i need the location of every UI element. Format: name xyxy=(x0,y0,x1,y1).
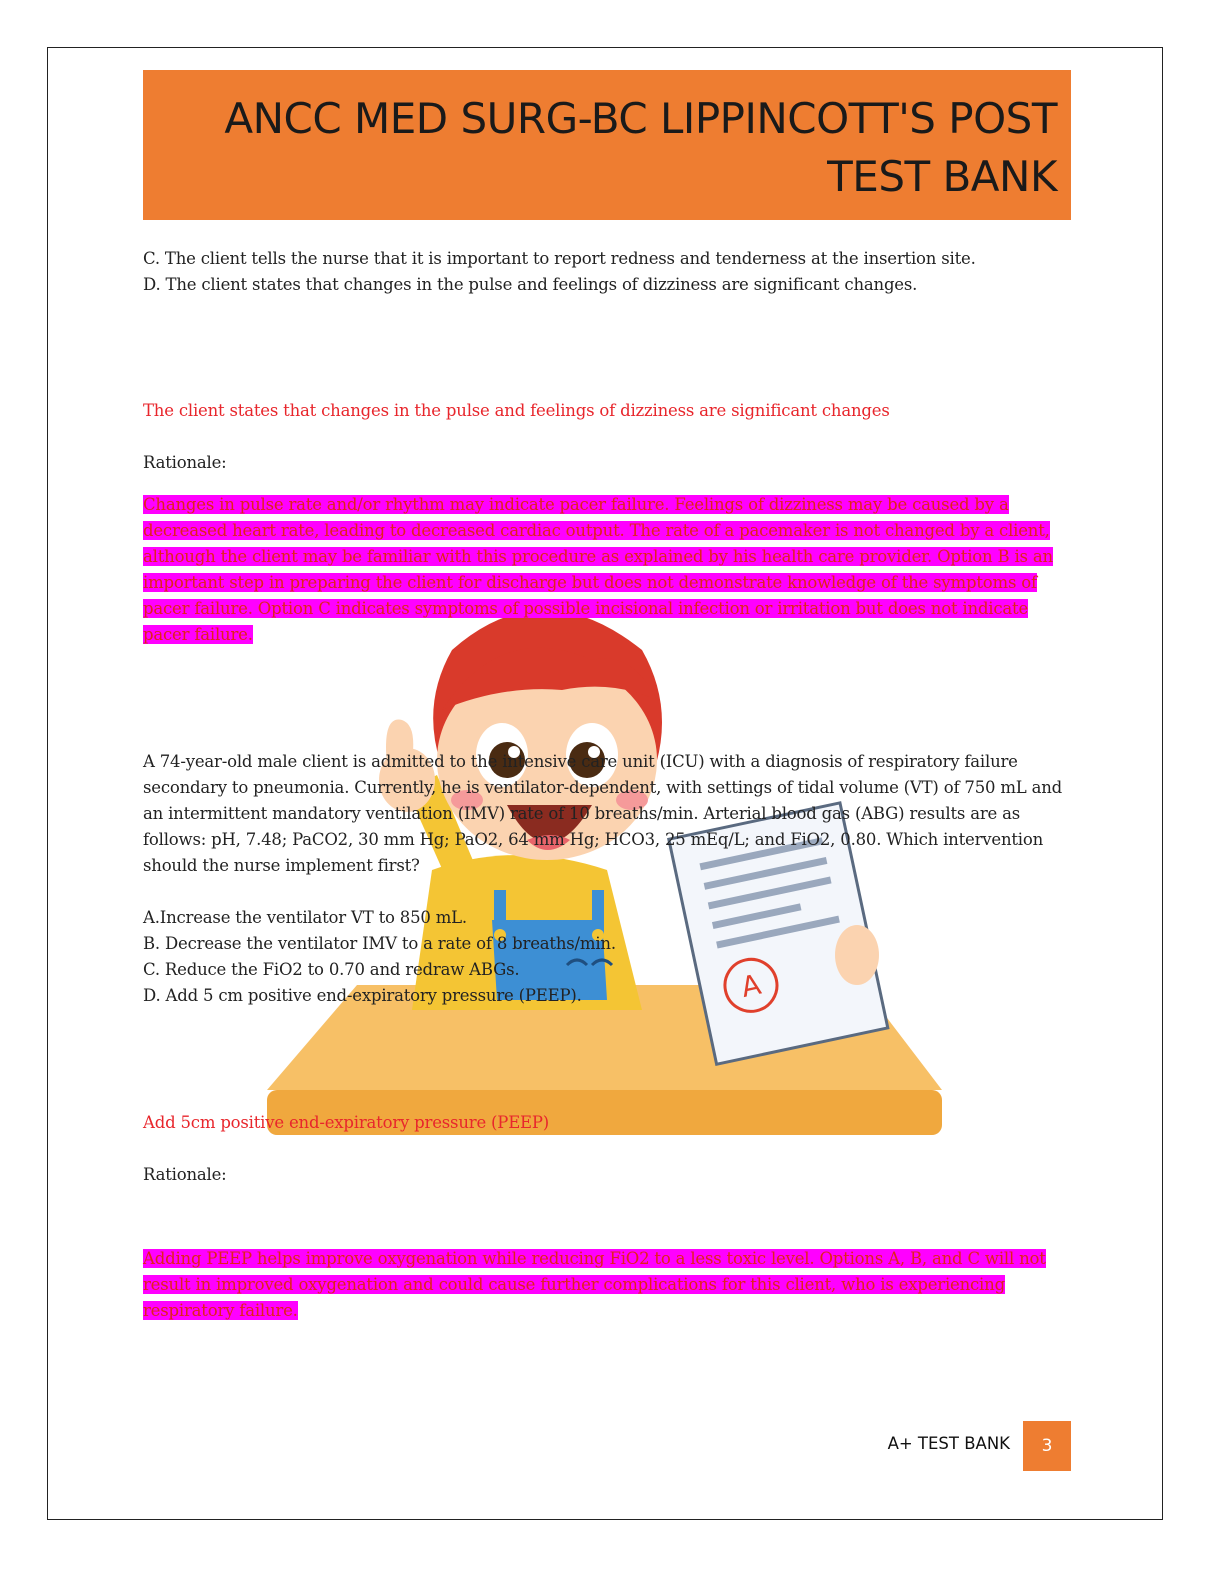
q1-answer: The client states that changes in the pulse and feelings of dizziness are significant changes xyxy=(143,401,890,420)
q2-answer: Add 5cm positive end-expiratory pressure (PEEP) xyxy=(143,1113,550,1132)
question-1-options xyxy=(143,246,1073,298)
q2-options xyxy=(143,905,1073,1009)
q2-option-d: D. Add 5 cm positive end-expiratory pressure (PEEP). xyxy=(143,986,582,1005)
q2-rationale-text: Adding PEEP helps improve oxygenation while reducing FiO2 to a less toxic level. Options A, B, and C will not result in improved oxygenation and could cause further complications for this client, who is experiencing respiratory failure. xyxy=(143,1249,1046,1320)
q2-stem: A 74-year-old male client is admitted to the intensive care unit (ICU) with a diagnosis of respiratory failure secondary to pneumonia. Currently, he is ventilator-dependent, with settings of tidal volume (VT) of 750 mL and an intermittent mandatory ventilation (IMV) rate of 10 breaths/min. Arterial blood gas (ABG) results are as follows: pH, 7.48; PaCO2, 30 mm Hg; PaO2, 64 mm Hg; HCO3, 25 mEq/L; and FiO2, 0.80. Which intervention should the nurse implement first? xyxy=(143,752,1063,875)
q1-option-d: D. The client states that changes in the pulse and feelings of dizziness are significant changes. xyxy=(143,275,918,294)
header-banner xyxy=(143,70,1071,220)
title-line-2: TEST BANK xyxy=(827,152,1057,201)
q1-rationale xyxy=(143,492,1073,648)
q1-option-c: C. The client tells the nurse that it is important to report redness and tenderness at the insertion site. xyxy=(143,249,976,268)
footer-label: A+ TEST BANK xyxy=(887,1434,1010,1453)
q1-rationale-label: Rationale: xyxy=(143,453,227,472)
q2-option-b: B. Decrease the ventilator IMV to a rate of 8 breaths/min. xyxy=(143,934,616,953)
document-title xyxy=(143,90,1057,206)
q1-rationale-text: Changes in pulse rate and/or rhythm may indicate pacer failure. Feelings of dizziness may be caused by a decreased heart rate, leading to decreased cardiac output. The rate of a pacemaker is not changed by a client, although the client may be familiar with this procedure as explained by his health care provider. Option B is an important step in preparing the client for discharge but does not demonstrate knowledge of the symptoms of pacer failure. Option C indicates symptoms of possible incisional infection or irritation but does not indicate pacer failure. xyxy=(143,495,1053,644)
page-number: 3 xyxy=(1023,1421,1071,1471)
title-line-1: ANCC MED SURG-BC LIPPINCOTT'S POST xyxy=(224,94,1057,143)
q2-option-c: C. Reduce the FiO2 to 0.70 and redraw ABGs. xyxy=(143,960,520,979)
q2-rationale-label: Rationale: xyxy=(143,1165,227,1184)
q2-rationale xyxy=(143,1246,1073,1324)
q2-option-a: A.Increase the ventilator VT to 850 mL. xyxy=(143,908,467,927)
grade-mark: A xyxy=(738,967,764,1004)
